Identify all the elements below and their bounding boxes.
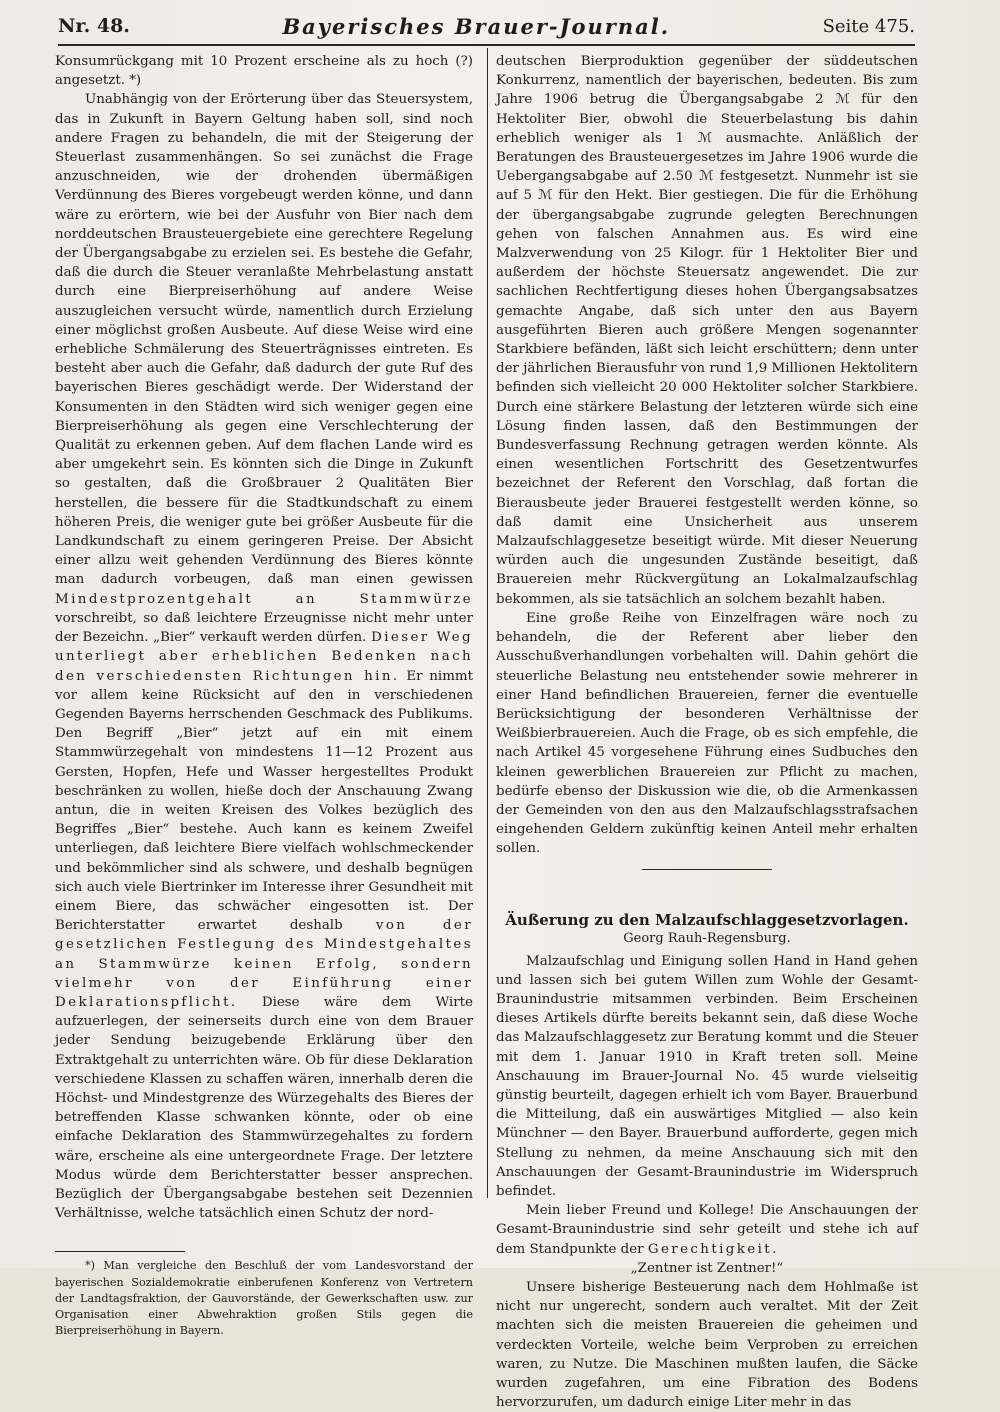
paragraph: deutschen Bierproduktion gegenüber der süddeutschen Konkurrenz, namentlich der bayerischen, bedeuten. Bis zum Jahre 1906 betrug die Übergangsabgabe 2 ℳ für den Hektoliter Bier, obwohl die Steuerbelastung bis dahin erheblich weniger als 1 ℳ ausmachte. Anläßlich der Beratungen des Brausteuergesetzes im Jahre 1906 wurde die Uebergangsabgabe auf 2.50 ℳ festgesetzt. Nunmehr ist sie auf 5 ℳ für den Hekt. Bier gestiegen. Die für die Erhöhung der übergangsabgabe zugrunde gelegten Berechnungen gehen von falschen Annahmen aus. Es wird eine Malzverwendung von 25 Kilogr. für 1 Hektoliter Bier und außerdem der höchste Steuersatz angewendet. Die zur sachlichen Rechtfertigung dieses hohen Übergangsabsatzes gemachte Angabe, daß sich unter den aus Bayern ausgeführten Bieren auch größere Mengen sogenannter Starkbiere befänden, läßt sich leicht erschüttern; denn unter der jährlichen Bierausfuhr von rund 1,9 Millionen Hektolitern befinden sich vielleicht 20 000 Hektoliter solcher Starkbiere. Durch eine stärkere Belastung der letzteren würde sich eine Lösung finden lassen, daß den Bestimmungen der Bundesverfassung Rechnung getragen werden könnte. Als einen wesentlichen Fortschritt des Gesetzentwurfes bezeichnet der Referent den Vorschlag, daß fortan die Bierausbeute jeder Brauerei festgestellt werden könne, so daß damit eine Unsicherheit aus unserem Malzaufschlaggesetze beseitigt würde. Mit dieser Neuerung würden auch die ungesunden Zustände beseitigt, daß Brauereien mehr Rückvergütung an Lokalmalzaufschlag bekommen, als sie tatsächlich an solchem bezahlt haben. [496, 54, 918, 607]
issue-number: Nr. 48. [58, 15, 130, 37]
paragraph: Unsere bisherige Besteuerung nach dem Hohlmaße ist nicht nur ungerecht, sondern auch veraltet. Mit der Zeit machten sich die meisten Brauereien die geheimen und verdeckten Vorteile, welche beim Verproben zu erreichen waren, zu Nutze. Die Maschinen mußten laufen, die Säcke wurden zugefahren, um eine Fibration des Bodens hervorzurufen, um dadurch einige Liter mehr in das [496, 1279, 918, 1411]
spaced-emphasis: Mindestprozentgehalt an Stammwürze [55, 591, 473, 607]
paragraph: Malzaufschlag und Einigung sollen Hand in Hand gehen und lassen sich bei gutem Willen zum Wohle der Gesamt-Braunindustrie mitsammen verbinden. Beim Erscheinen dieses Artikels dürfte bereits bekannt sein, daß diese Woche das Malzaufschlaggesetz zur Beratung kommt und die Steuer mit dem 1. Januar 1910 in Kraft treten soll. Meine Anschauung im Brauer-Journal No. 45 wurde vielseitig günstig beurteilt, dagegen erhielt ich vom Bayer. Brauerbund die Mitteilung, daß ein auswärtiges Mitglied — also kein Münchner — den Bayer. Brauerbund aufforderte, gegen mich Stellung zu nehmen, da meine Anschauung sich mit den Anschauungen der Gesamt-Braunindustrie im Widerspruch befindet. [496, 953, 918, 1199]
subheading: „Zentner ist Zentner!“ [630, 1260, 784, 1276]
footnote: *) Man vergleiche den Beschluß der vom Landesvorstand der bayerischen Sozialdemokratie einberufenen Konferenz von Vertretern der Landtagsfraktion, der Gauvorstände, der Gewerkschaften usw. zur Organisation einer Abwehraktion großen Stils gegen die Bierpreiserhöhung in Bayern. [55, 1259, 473, 1338]
text-run: Mein lieber Freund und Kollege! Die Anschauungen der Gesamt-Braunindustrie sind sehr geteilt und stehe ich auf dem Standpunkte der [496, 1203, 918, 1257]
paragraph [496, 1201, 918, 1259]
page-number: Seite 475. [822, 15, 915, 37]
text-run: Diese wäre dem Wirte aufzuerlegen, der seinerseits durch eine von dem Brauer jeder Sendung beizugebende Erklärung über den Extraktgehalt zu unterrichten wäre. Ob für diese Deklaration verschiedene Klassen zu schaffen wären, innerhalb deren die Höchst- und Mindestgrenze des Würzegehalts des Bieres der betreffenden Klasse schwanken könnte, oder ob eine einfache Deklaration des Stammwürzegehaltes zu fordern wäre, erscheine als eine untergeordnete Frage. Der letztere Modus würde dem Berichterstatter besser ansprechen. Bezüglich der Übergangsabgabe bestehen seit Dezennien Verhältnisse, welche tatsächlich einen Schutz der nord- [55, 994, 473, 1222]
article-author: Georg Rauh-Regensburg. [623, 930, 791, 946]
article-title: Äußerung zu den Malzaufschlaggesetzvorlagen. [505, 910, 909, 929]
section-end-rule [642, 869, 772, 870]
spaced-emphasis: Gerechtigkeit. [647, 1241, 779, 1257]
left-column [55, 52, 473, 1338]
paragraph: Konsumrückgang mit 10 Prozent erscheine als zu hoch (?) angesetzt. *) [55, 54, 473, 89]
footnote-rule [55, 1251, 185, 1252]
right-column [496, 52, 918, 1411]
text-run: Er nimmt vor allem keine Rücksicht auf den in verschiedenen Gegenden Bayerns herrschenden Geschmack des Publikums. Den Begriff „Bier“ jetzt auf ein mit einem Stammwürzegehalt von mindestens 11—12 Prozent aus Gersten, Hopfen, Hefe und Wasser hergestelltes Produkt beschränken zu wollen, hieße doch der Anschauung Zwang antun, die in weiten Kreisen des Volkes bezüglich des Begriffes „Bier“ bestehe. Auch kann es keinem Zweifel unterliegen, daß leichtere Biere vielfach wohlschmeckender und bekömmlicher sind als schwere, und deshalb begnügen sich auch viele Biertrinker im Interesse ihrer Gesundheit mit einem Biere, das schwächer eingesotten ist. Der Berichterstatter erwartet deshalb [55, 668, 473, 934]
spaced-emphasis: Dieser Weg unterliegt aber erheblichen Bedenken nach den verschiedensten Richtungen hin. [55, 630, 473, 684]
text-run: vorschreibt, so daß leichtere Erzeugnisse nicht mehr unter der Bezeichn. „Bier“ verkauft werden dürfen. [55, 610, 473, 646]
text-run: Unabhängig von der Erörterung über das Steuersystem, das in Zukunft in Bayern Geltung haben soll, sind noch andere Fragen zu behandeln, die mit der Steigerung der Steuerlast zusammenhängen. So sei zunächst die Frage anzuschneiden, wie der drohenden übermäßigen Verdünnung des Bieres vorgebeugt werden könne, und dann wäre zu erörtern, wie bei der Ausfuhr von Bier nach dem norddeutschen Brausteuergebiete eine gerechtere Regelung der Übergangsabgabe zu erzielen sei. Es bestehe die Gefahr, daß die durch die Steuer veranlaßte Mehrbelastung anstatt durch eine Bierpreiserhöhung auf andere Weise auszugleichen versucht würde, namentlich durch Erzielung einer möglichst großen Ausbeute. Auf diese Weise wird eine erhebliche Schmälerung des Steuerträgnisses eintreten. Es besteht aber auch die Gefahr, daß dadurch der gute Ruf des bayerischen Bieres geschädigt werde. Der Widerstand der Konsumenten in den Städten wird sich weniger gegen eine Bierpreiserhöhung als gegen eine Verschlechterung der Qualität zu erkennen geben. Auf dem flachen Lande wird es aber umgekehrt sein. Es könnten sich die Dinge in Zukunft so gestalten, daß die Großbrauer 2 Qualitäten Bier herstellen, die bessere für die Stadtkundschaft zu einem höheren Preis, die weniger gute bei größer Ausbeute für die Landkundschaft zu einem geringeren Preise. Der Absicht einer allzu weit gehenden Verdünnung des Bieres könnte man dadurch vorbeugen, daß man einen gewissen [55, 92, 473, 588]
column-divider [487, 48, 488, 1198]
spaced-emphasis: von der gesetzlichen Festlegung des Mindestgehaltes an Stammwürze keinen Erfolg, sondern vielmehr von der Einführung einer Deklarationspflicht. [55, 918, 473, 1010]
paragraph: Eine große Reihe von Einzelfragen wäre noch zu behandeln, die der Referent aber lieber den Ausschußverhandlungen vorbehalten will. Dahin gehört die steuerliche Belastung neu entstehender sowie mehrerer in einer Hand befindlichen Brauereien, ferner die eventuelle Berücksichtigung der besonderen Verhältnisse der Weißbierbrauereien. Auch die Frage, ob es sich empfehle, die nach Artikel 45 vorgesehene Führung eines Sudbuches den kleinen gewerblichen Brauereien zur Pflicht zu machen, bedürfe ebenso der Diskussion wie die, ob die Armenkassen der Gemeinden von den aus den Malzaufschlagsstrafsachen eingehenden Geldern zukünftig keinen Anteil mehr erhalten sollen. [496, 610, 918, 857]
journal-title: Bayerisches Brauer-Journal. [282, 13, 671, 39]
paragraph [55, 90, 473, 1223]
page-header [58, 8, 915, 46]
